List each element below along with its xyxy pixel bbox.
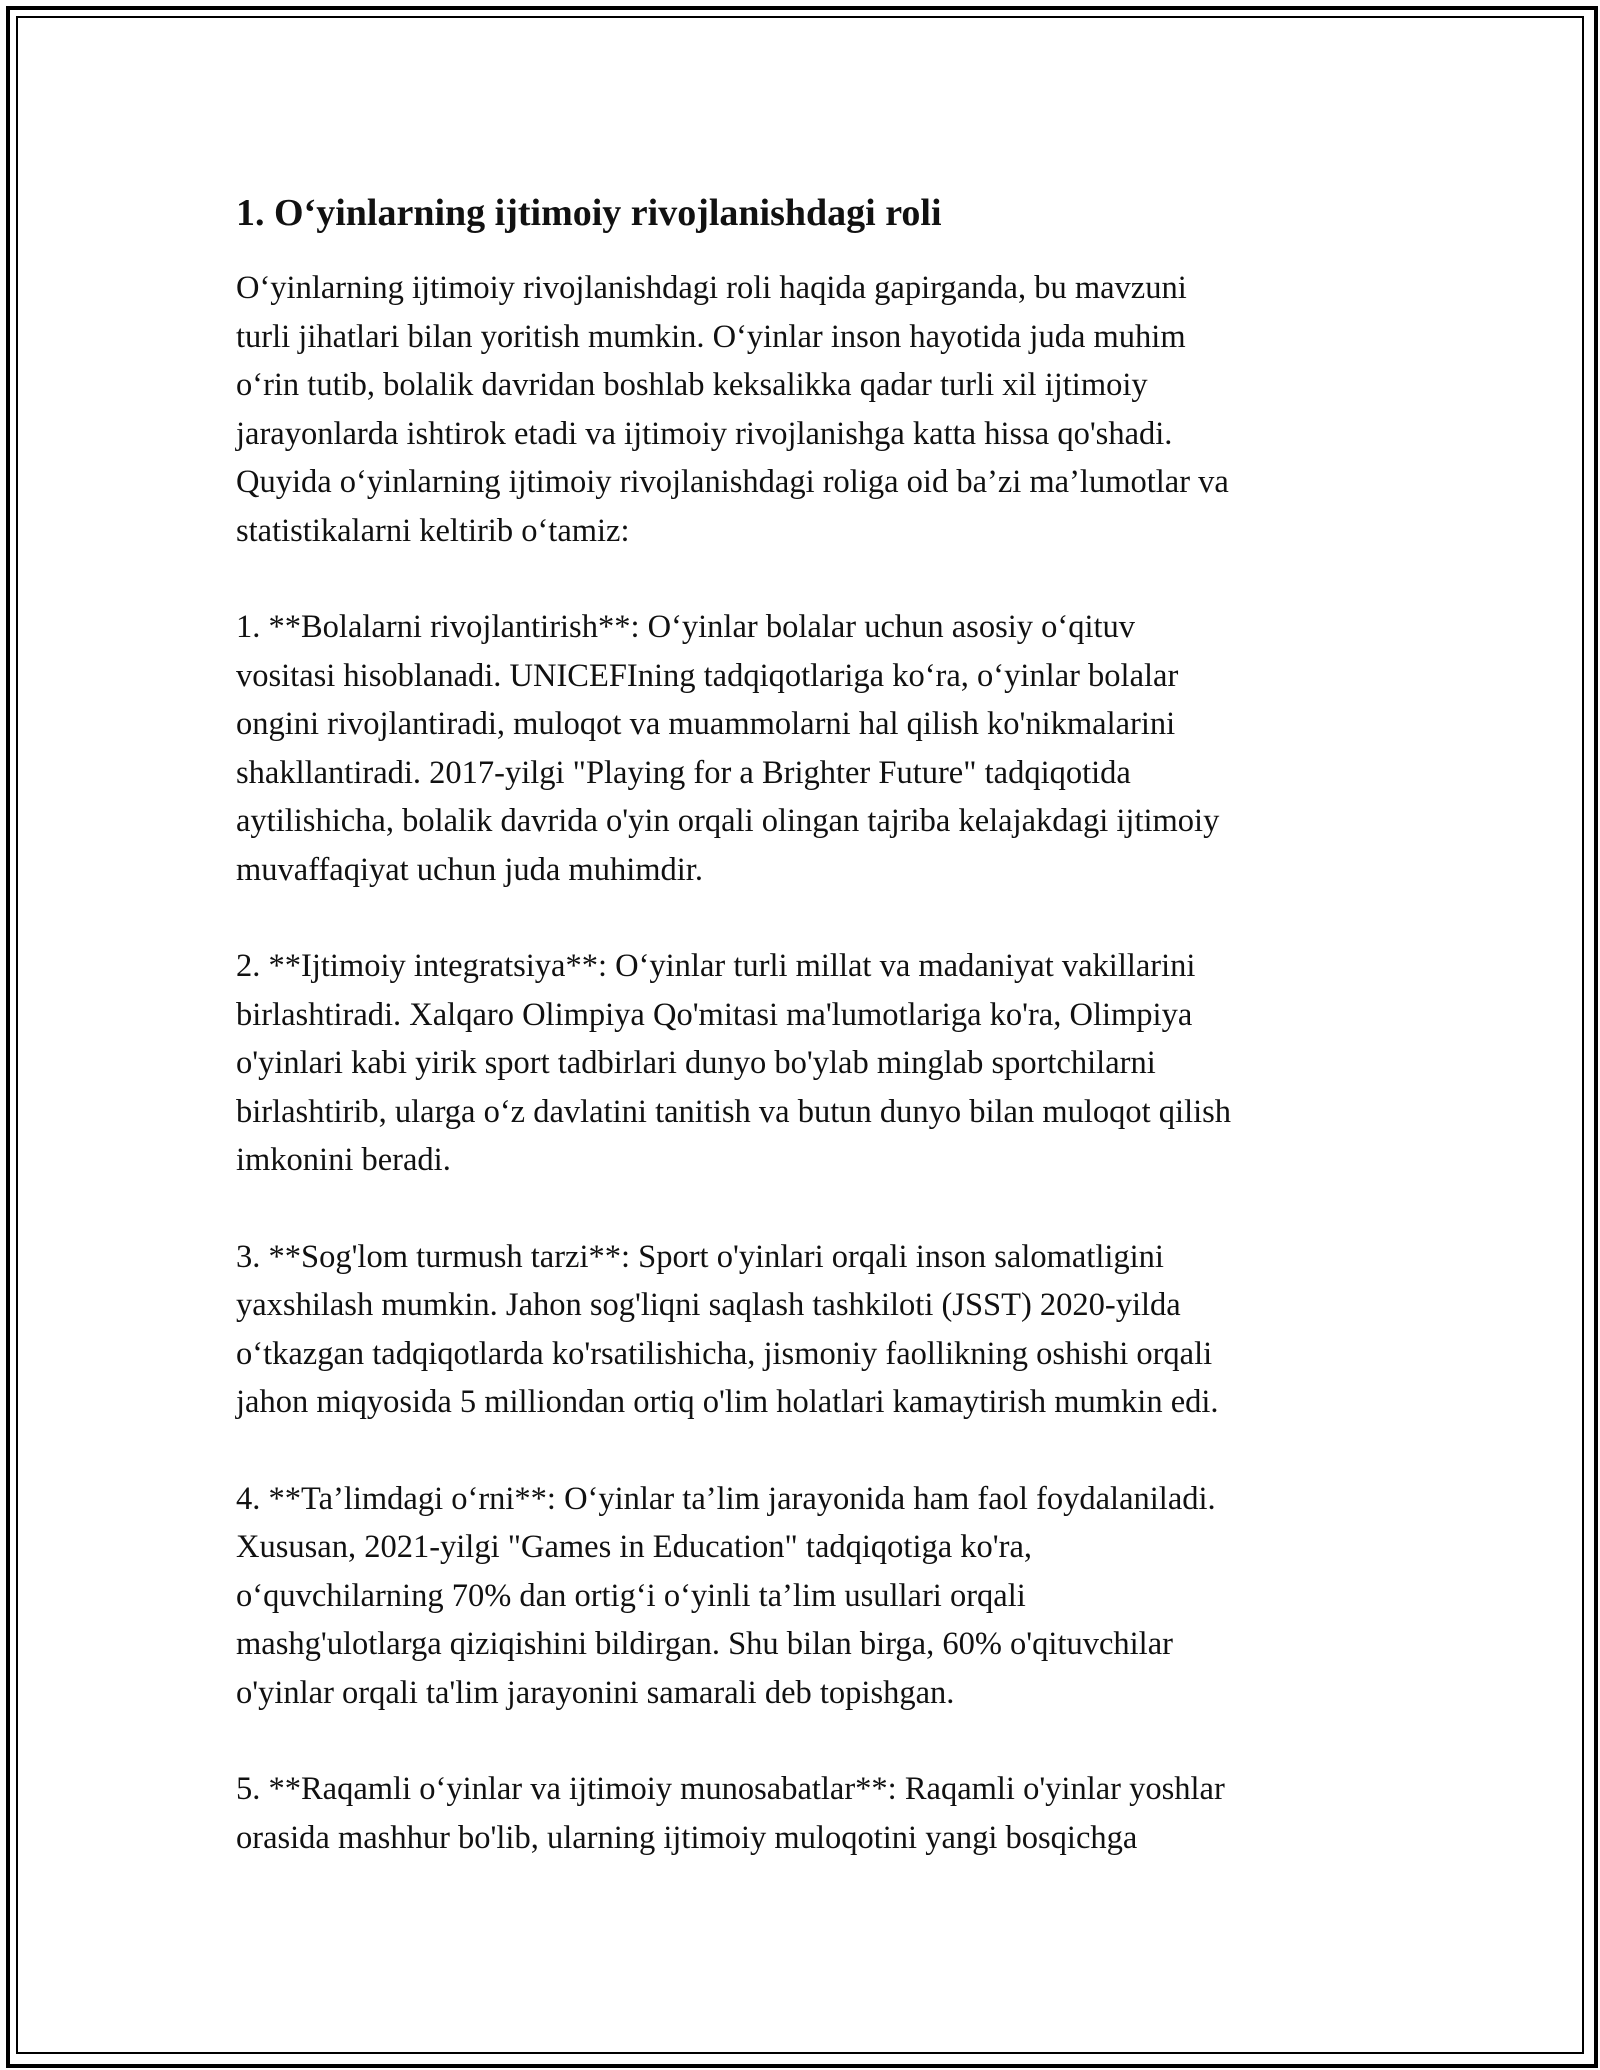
point-4-paragraph: 4. **Ta’limdagi o‘rni**: O‘yinlar ta’lim jarayonida ham faol foydalaniladi. Xususan, 2021-yilgi "Games in Education" tadqiqotiga ko'ra, o‘quvchilarning 70% dan ortig‘i o‘yinli ta’lim usullari orqali mashg'ulotlarga qiziqishini bildirgan. Shu bilan birga, 60% o'qituvchilar o'yinlar orqali ta'lim jarayonini samarali deb topishgan. xyxy=(236,1480,1216,1711)
intro-paragraph: O‘yinlarning ijtimoiy rivojlanishdagi roli haqida gapirganda, bu mavzuni turli jihatlari bilan yoritish mumkin. O‘yinlar inson hayotida juda muhim o‘rin tutib, bolalik davridan boshlab keksalikka qadar turli xil ijtimoiy jarayonlarda ishtirok etadi va ijtimoiy rivojlanishga katta hissa qo'shadi. Quyida o‘yinlarning ijtimoiy rivojlanishdagi roliga oid ba’zi ma’lumotlar va statistikalarni keltirib o‘tamiz: xyxy=(236,270,1229,549)
section-heading: 1. O‘yinlarning ijtimoiy rivojlanishdagi roli xyxy=(236,192,942,234)
point-5-paragraph: 5. **Raqamli o‘yinlar va ijtimoiy munosabatlar**: Raqamli o'yinlar yoshlar orasida mashhur bo'lib, ularning ijtimoiy muloqotini yangi bosqichga xyxy=(236,1771,1225,1856)
point-3-paragraph: 3. **Sog'lom turmush tarzi**: Sport o'yinlari orqali inson salomatligini yaxshilash mumkin. Jahon sog'liqni saqlash tashkiloti (JSST) 2020-yilda o‘tkazgan tadqiqotlarda ko'rsatilishicha, jismoniy faollikning oshishi orqali jahon miqyosida 5 milliondan ortiq o'lim holatlari kamaytirish mumkin edi. xyxy=(236,1238,1219,1420)
point-1-paragraph: 1. **Bolalarni rivojlantirish**: O‘yinlar bolalar uchun asosiy o‘qituv vositasi hisoblanadi. UNICEFIning tadqiqotlariga ko‘ra, o‘yinlar bolalar ongini rivojlantiradi, muloqot va muammolarni hal qilish ko'nikmalarini shakllantiradi. 2017-yilgi "Playing for a Brighter Future" tadqiqotida aytilishicha, bolalik davrida o'yin orqali olingan tajriba kelajakdagi ijtimoiy muvaffaqiyat uchun juda muhimdir. xyxy=(236,609,1220,888)
point-2-paragraph: 2. **Ijtimoiy integratsiya**: O‘yinlar turli millat va madaniyat vakillarini birlashtiradi. Xalqaro Olimpiya Qo'mitasi ma'lumotlariga ko'ra, Olimpiya o'yinlari kabi yirik sport tadbirlari dunyo bo'ylab minglab sportchilarni birlashtirib, ularga o‘z davlatini tanitish va butun dunyo bilan muloqot qilish imkonini beradi. xyxy=(236,948,1232,1178)
document-body xyxy=(236,186,1364,1910)
